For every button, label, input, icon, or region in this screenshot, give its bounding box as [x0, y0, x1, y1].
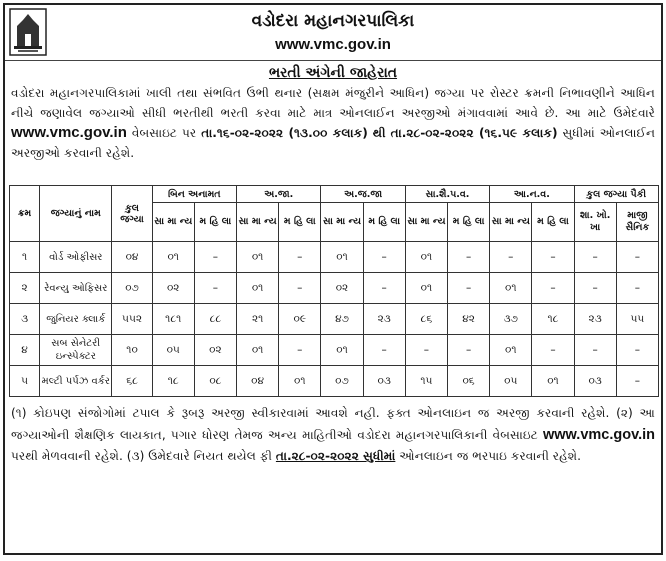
sub-female: મ હિ લા	[363, 203, 405, 242]
sub-general: સા મા ન્ય	[237, 203, 279, 242]
sub-disabled: શા. ખો. ખા	[574, 203, 616, 242]
row-cell: –	[490, 242, 532, 273]
group-sebc: સા.શૈ.પ.વ.	[405, 186, 489, 203]
row-cell: ૦૩	[363, 366, 405, 397]
row-cell: ૦૭	[321, 366, 363, 397]
row-cell: –	[279, 335, 321, 366]
row-cell: ૦૧	[321, 335, 363, 366]
intro-website: www.vmc.gov.in	[11, 124, 127, 141]
row-cell: –	[447, 242, 489, 273]
row-cell: ૦૨	[152, 273, 194, 304]
row-cell: ૦૧	[321, 242, 363, 273]
row-cell: –	[532, 242, 574, 273]
sub-female: મ હિ લા	[447, 203, 489, 242]
group-st: અ.જ.જા	[321, 186, 405, 203]
row-cell: ૦૫	[152, 335, 194, 366]
row-total: ૦૪	[112, 242, 152, 273]
note-1: (૧) કોઇપણ સંજોગોમાં ટપાલ કે રૂબરૂ અરજી સ્વીકારવામાં આવશે નહી. ફક્ત ઓનલાઇન જ અરજી કરવાની રહેશે.	[11, 406, 610, 420]
row-cell: –	[574, 242, 616, 273]
row-cell: ૪૨	[447, 304, 489, 335]
row-cell: –	[194, 242, 236, 273]
sub-female: મ હિ લા	[279, 203, 321, 242]
row-post-name: વોર્ડ ઓફીસર	[40, 242, 112, 273]
row-cell: –	[616, 366, 658, 397]
row-cell: ૦૧	[405, 242, 447, 273]
row-cell: ૧૫	[405, 366, 447, 397]
row-cell: –	[194, 273, 236, 304]
date-to: તા.૨૮-૦૨-૨૦૨૨ (૧૬.૫૯ કલાક)	[390, 126, 558, 140]
row-cell: –	[363, 242, 405, 273]
note-2-website: www.vmc.gov.in	[543, 426, 655, 443]
row-cell: –	[532, 335, 574, 366]
row-cell: ૧૮	[532, 304, 574, 335]
row-post-name: મલ્ટી પર્પઝ વર્કર	[40, 366, 112, 397]
notice-title: ભરતી અંગેની જાહેરાત	[268, 65, 398, 81]
org-name: વડોદરા મહાનગરપાલિકા	[251, 11, 415, 31]
row-sr: ૩	[10, 304, 40, 335]
row-cell: ૫૫	[616, 304, 658, 335]
row-post-name: જુનિયર ક્લાર્ક	[40, 304, 112, 335]
row-cell: ૦૯	[279, 304, 321, 335]
sub-general: સા મા ન્ય	[405, 203, 447, 242]
row-total: ૧૦	[112, 335, 152, 366]
row-cell: ૦૧	[532, 366, 574, 397]
sub-female: મ હિ લા	[194, 203, 236, 242]
row-cell: ૮૬	[405, 304, 447, 335]
notice-sheet	[3, 3, 663, 555]
row-cell: ૮૮	[194, 304, 236, 335]
posts-table	[9, 185, 659, 397]
row-cell: ૦૫	[490, 366, 532, 397]
row-cell: –	[616, 273, 658, 304]
row-sr: ૪	[10, 335, 40, 366]
sub-female: મ હિ લા	[532, 203, 574, 242]
row-cell: –	[405, 335, 447, 366]
col-total: કુલ જગ્યા	[112, 186, 152, 242]
row-cell: –	[279, 273, 321, 304]
row-cell: ૨૩	[574, 304, 616, 335]
row-cell: –	[616, 242, 658, 273]
table-row	[10, 304, 659, 335]
row-cell: –	[616, 335, 658, 366]
row-cell: ૨૧	[237, 304, 279, 335]
group-unreserved: બિન અનામત	[152, 186, 236, 203]
row-cell: –	[447, 273, 489, 304]
row-post-name: રેવન્યુ ઓફિસર	[40, 273, 112, 304]
table-body	[10, 242, 659, 397]
row-total: ૬૮	[112, 366, 152, 397]
row-cell: ૦૧	[279, 366, 321, 397]
row-cell: –	[279, 242, 321, 273]
row-cell: ૦૨	[194, 335, 236, 366]
group-sc: અ.જા.	[237, 186, 321, 203]
table-row	[10, 366, 659, 397]
row-sr: ૫	[10, 366, 40, 397]
row-post-name: સબ સેનેટરી ઇન્સ્પેક્ટર	[40, 335, 112, 366]
row-cell: ૧૮	[152, 366, 194, 397]
row-cell: ૦૧	[152, 242, 194, 273]
col-post: જગ્યાનું નામ	[40, 186, 112, 242]
notes: (૧) કોઇપણ સંજોગોમાં ટપાલ કે રૂબરૂ અરજી સ્વીકારવામાં આવશે નહી. ફક્ત ઓનલાઇન જ અરજી કરવાની રહેશે. (૨) આ જગ્યાઓની શૈક્ષણિક લાયકાત, પગાર ધોરણ તેમજ અન્ય માહિતીઓ વડોદરા મહાનગરપાલિકાની વેબસાઇટ www.vmc.gov.in પરથી મેળવવાની રહેશે. (૩) ઉમેદવારે નિયત થયેલ ફી તા.૨૮-૦૨-૨૦૨૨ સુધીમાં ઓનલાઇન જ ભરપાઇ કરવાની રહેશે.	[11, 406, 656, 463]
row-cell: ૦૧	[237, 242, 279, 273]
note-3: (૩) ઉમેદવારે નિયત થયેલ ફી	[126, 449, 273, 463]
row-cell: –	[574, 273, 616, 304]
header-website: www.vmc.gov.in	[275, 36, 391, 53]
sub-general: સા મા ન્ય	[490, 203, 532, 242]
header	[5, 5, 661, 61]
group-of-total: કુલ જગ્યા પૈકી	[574, 186, 658, 203]
row-cell: –	[532, 273, 574, 304]
row-cell: ૪૭	[321, 304, 363, 335]
row-cell: –	[363, 335, 405, 366]
row-cell: ૦૧	[237, 273, 279, 304]
col-sr: ક્રમ	[10, 186, 40, 242]
sub-general: સા મા ન્ય	[321, 203, 363, 242]
row-cell: ૦૧	[405, 273, 447, 304]
sub-general: સા મા ન્ય	[152, 203, 194, 242]
row-cell: ૦૨	[321, 273, 363, 304]
row-cell: –	[363, 273, 405, 304]
group-ews: આ.ન.વ.	[490, 186, 574, 203]
row-cell: ૦૧	[490, 335, 532, 366]
row-cell: –	[447, 335, 489, 366]
row-total: ૦૭	[112, 273, 152, 304]
row-cell: ૧૮૧	[152, 304, 194, 335]
sub-ex-serviceman: માજી સૈનિક	[616, 203, 658, 242]
row-sr: ૨	[10, 273, 40, 304]
row-cell: ૦૮	[194, 366, 236, 397]
intro-paragraph: વડોદરા મહાનગરપાલિકામાં ખાલી તથા સંભવિત ઉભી થનાર (સક્ષમ મંજુરીને આધિન) જગ્યા પર રોસ્ટર ક્રમની નિભાવણીને આધિન નીચે જણાવેલ જગ્યાઓ સીધી ભરતીથી ભરતી કરવા માટે માત્ર ઓનલાઈન અરજીઓ મંગાવવામાં આવે છે. આ માટે ઉમેદવારે www.vmc.gov.in વેબસાઇટ પર તા.૧૬-૦૨-૨૦૨૨ (૧૩.૦૦ કલાક) થી તા.૨૮-૦૨-૨૦૨૨ (૧૬.૫૯ કલાક) સુધીમાં ઓનલાઈન અરજીઓ કરવાની રહેશે.	[11, 86, 656, 160]
table-row	[10, 273, 659, 304]
row-total: ૫૫૨	[112, 304, 152, 335]
row-cell: ૦૩	[574, 366, 616, 397]
row-cell: ૦૬	[447, 366, 489, 397]
table-row	[10, 242, 659, 273]
date-from: તા.૧૬-૦૨-૨૦૨૨ (૧૩.૦૦ કલાક)	[201, 126, 368, 140]
row-cell: ૦૪	[237, 366, 279, 397]
row-sr: ૧	[10, 242, 40, 273]
note-3-date: તા.૨૮-૦૨-૨૦૨૨ સુધીમાં	[275, 449, 396, 463]
row-cell: ૩૭	[490, 304, 532, 335]
table-row	[10, 335, 659, 366]
row-cell: ૦૧	[237, 335, 279, 366]
row-cell: –	[574, 335, 616, 366]
row-cell: ૦૧	[490, 273, 532, 304]
row-cell: ૨૩	[363, 304, 405, 335]
note-2: (૨) આ જગ્યાઓની શૈક્ષણિક લાયકાત, પગાર ધોરણ તેમજ અન્ય માહિતીઓ વડોદરા મહાનગરપાલિકાની વેબસાઇટ	[11, 406, 656, 442]
